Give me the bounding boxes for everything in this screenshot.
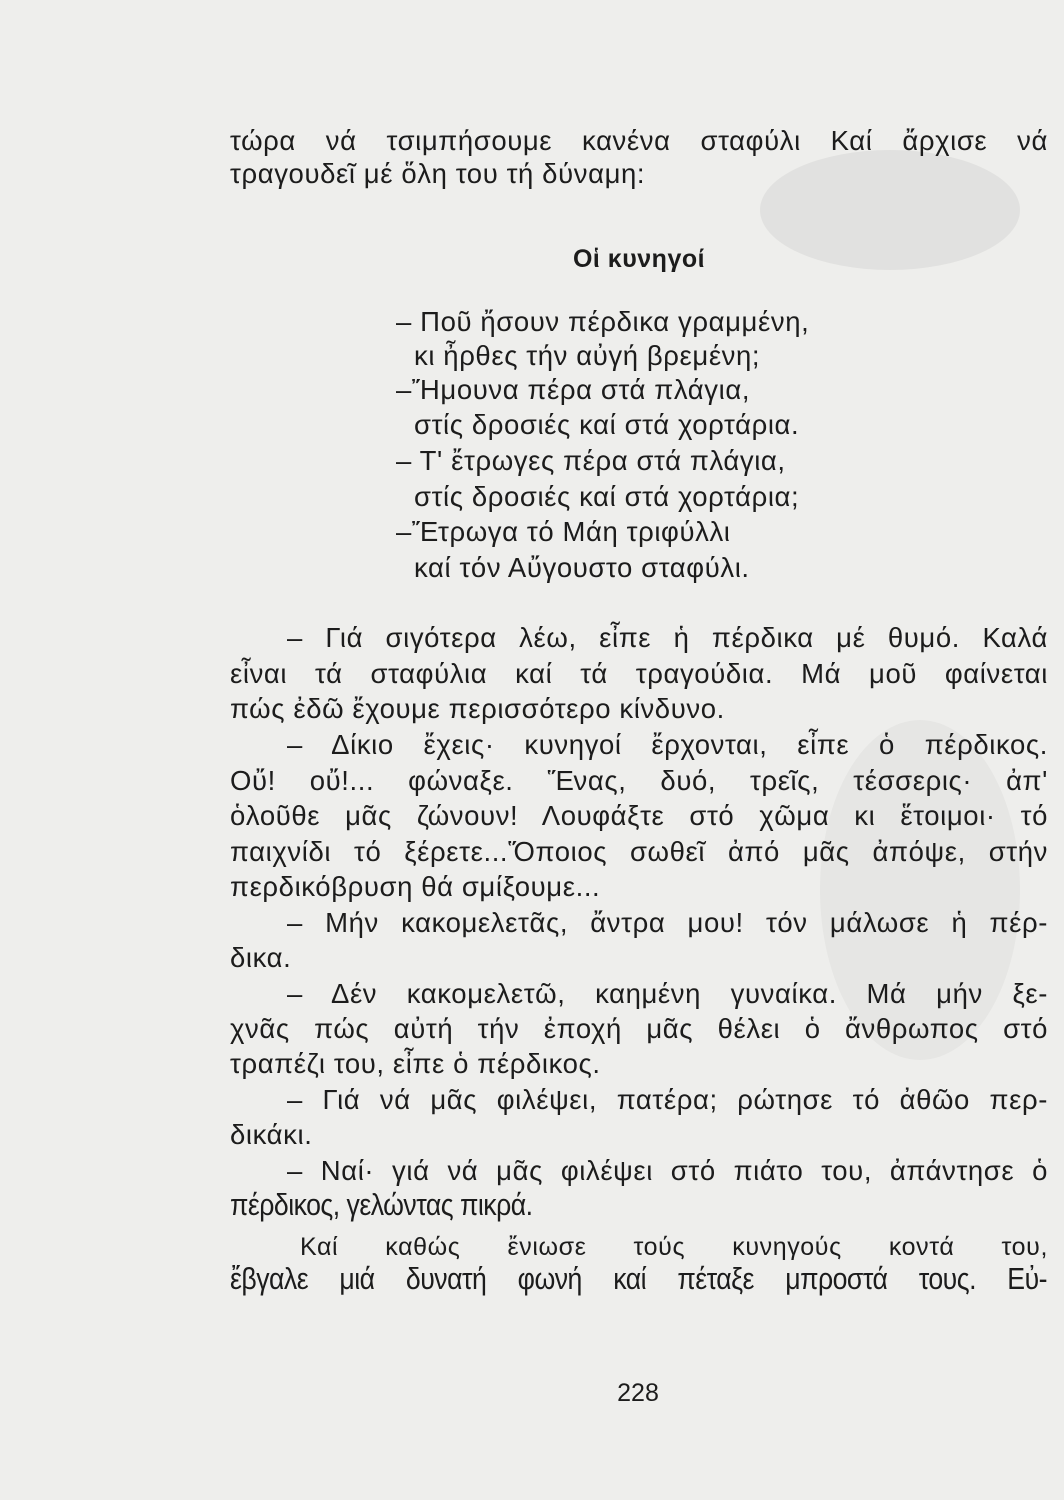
text-line: Οὔ! οὔ!... φώναξε. Ἕνας, δυό, τρεῖς, τέσσερις· ἀπ' xyxy=(230,765,1048,796)
text-line: δικάκι. xyxy=(230,1119,313,1150)
text-line: Καί καθώς ἔνιωσε τούς κυνηγούς κοντά του, xyxy=(300,1233,1048,1261)
section-heading: Οἱ κυνηγοί xyxy=(572,245,706,273)
text-line: περδικόβρυση θά σμίξουμε... xyxy=(230,871,601,902)
poem-line: –Ἤμουνα πέρα στά πλάγια, xyxy=(396,374,751,405)
text-line: χνᾶς πώς αὐτή τήν ἐποχή μᾶς θέλει ὁ ἄνθρωπος στό xyxy=(230,1013,1048,1044)
page-number: 228 xyxy=(617,1379,659,1407)
text-line: εἶναι τά σταφύλια καί τά τραγούδια. Μά μοῦ φαίνεται xyxy=(230,658,1048,689)
text-line: πέρδικος, γελώντας πικρά. xyxy=(230,1187,533,1222)
text-line: τώρα νά τσιμπήσουμε κανένα σταφύλι Καί ἄρχισε νά xyxy=(230,125,1048,156)
text-line: τραπέζι του, εἶπε ὁ πέρδικος. xyxy=(230,1048,601,1079)
text-line: – Γιά νά μᾶς φιλέψει, πατέρα; ρώτησε τό ἀθῶο περ- xyxy=(287,1084,1048,1115)
poem-line: στίς δροσιές καί στά χορτάρια. xyxy=(414,409,800,440)
poem-line: στίς δροσιές καί στά χορτάρια; xyxy=(414,481,800,512)
text-line: – Ναί· γιά νά μᾶς φιλέψει στό πιάτο του, ἀπάντησε ὁ xyxy=(287,1155,1048,1186)
text-line: – Δίκιο ἔχεις· κυνηγοί ἔρχονται, εἶπε ὁ πέρδικος. xyxy=(287,729,1048,760)
poem-line: κι ἦρθες τήν αὐγή βρεμένη; xyxy=(414,340,761,371)
text-line: πώς ἐδῶ ἔχουμε περισσότερο κίνδυνο. xyxy=(230,693,725,724)
poem-line: – Τ' ἔτρωγες πέρα στά πλάγια, xyxy=(396,445,786,476)
text-line: – Δέν κακομελετῶ, καημένη γυναίκα. Μά μήν ξε- xyxy=(287,978,1048,1009)
poem-line: –Ἔτρωγα τό Μάη τριφύλλι xyxy=(396,516,731,547)
text-line: – Μήν κακομελετᾶς, ἄντρα μου! τόν μάλωσε ἡ πέρ- xyxy=(287,907,1048,938)
poem-line: – Ποῦ ἤσουν πέρδικα γραμμένη, xyxy=(396,306,810,337)
text-line: δικα. xyxy=(230,942,292,973)
text-line: παιχνίδι τό ξέρετε...Ὅποιος σωθεῖ ἀπό μᾶς ἀπόψε, στήν xyxy=(230,836,1048,867)
text-line: ἔβγαλε μιά δυνατή φωνή καί πέταξε μπροστά τους. Εὐ- xyxy=(230,1261,1047,1296)
text-line: τραγουδεῖ μέ ὅλη του τή δύναμη: xyxy=(230,158,646,189)
text-line: ὁλοῦθε μᾶς ζώνουν! Λουφάξτε στό χῶμα κι ἕτοιμοι· τό xyxy=(230,800,1048,831)
text-line: – Γιά σιγότερα λέω, εἶπε ἡ πέρδικα μέ θυμό. Καλά xyxy=(287,622,1048,653)
poem-line: καί τόν Αὔγουστο σταφύλι. xyxy=(414,552,750,583)
